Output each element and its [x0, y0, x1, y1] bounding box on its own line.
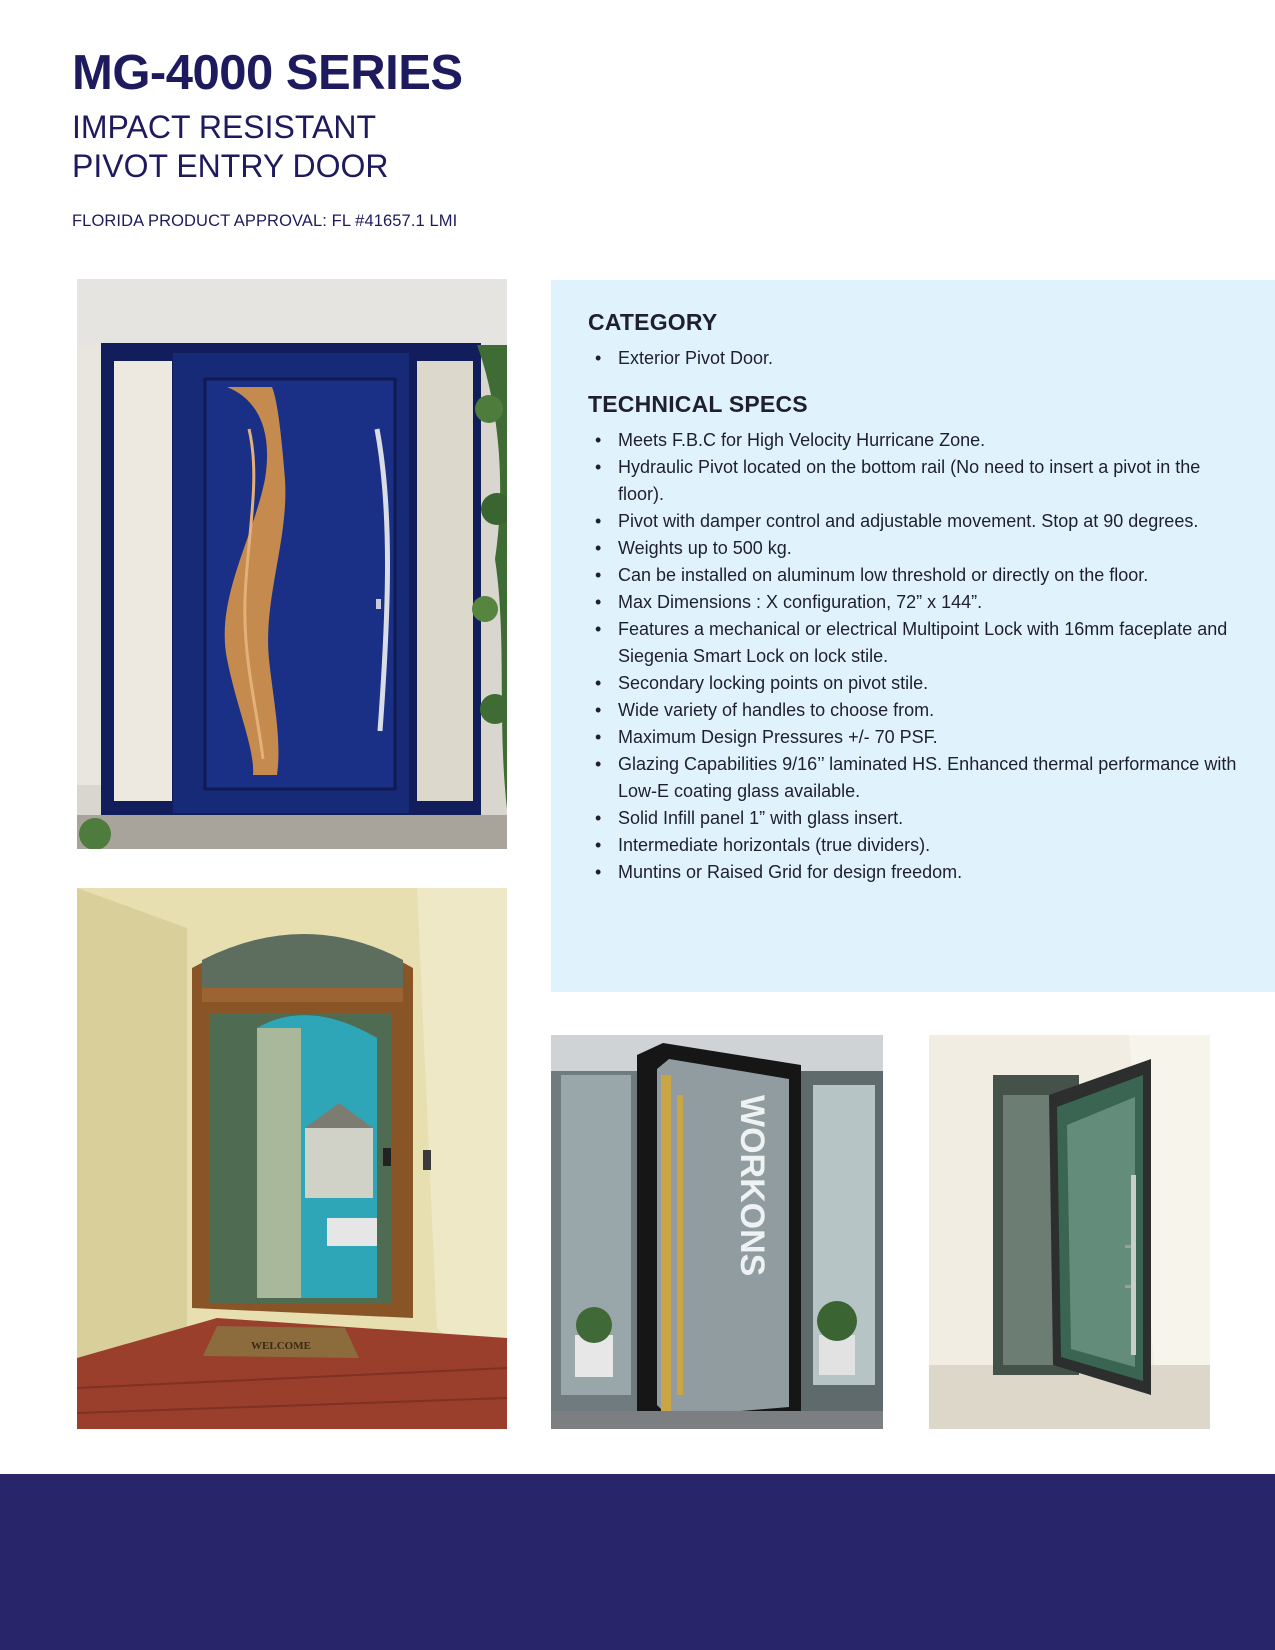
- photo-slim-frame-pivot-door: [929, 1035, 1210, 1429]
- list-item: • Hydraulic Pivot located on the bottom rail (No need to insert a pivot in the floor).: [588, 454, 1239, 508]
- list-item: • Secondary locking points on pivot stile.: [588, 670, 1239, 697]
- list-item: • Wide variety of handles to choose from.: [588, 697, 1239, 724]
- product-subtitle: [72, 108, 672, 186]
- category-list: [588, 345, 1239, 372]
- list-item: • Features a mechanical or electrical Multipoint Lock with 16mm faceplate and Siegenia Smart Lock on lock stile.: [588, 616, 1239, 670]
- photo-arched-wood-door: [77, 888, 507, 1429]
- photo-navy-pivot-door: [77, 279, 507, 849]
- document-header: [72, 44, 672, 231]
- list-item: • Pivot with damper control and adjustable movement. Stop at 90 degrees.: [588, 508, 1239, 535]
- doormat-text: WELCOME: [251, 1340, 311, 1352]
- arched-door-illustration: [77, 888, 507, 1429]
- glass-door-illustration: [551, 1035, 883, 1429]
- footer-band: [0, 1474, 1275, 1650]
- series-title: MG-4000 SERIES: [72, 46, 463, 100]
- list-item: • Solid Infill panel 1” with glass insert.: [588, 805, 1239, 832]
- category-heading: CATEGORY: [588, 309, 718, 335]
- subtitle-line-2: PIVOT ENTRY DOOR: [72, 148, 389, 184]
- photo-black-glass-pivot-door: [551, 1035, 883, 1429]
- list-item: • Exterior Pivot Door.: [588, 345, 1239, 372]
- spec-panel: [551, 280, 1275, 992]
- navy-door-illustration: [77, 279, 507, 849]
- slim-door-illustration: [929, 1035, 1210, 1429]
- list-item: • Meets F.B.C for High Velocity Hurricane Zone.: [588, 427, 1239, 454]
- list-item: • Glazing Capabilities 9/16’’ laminated HS. Enhanced thermal performance with Low-E coating glass available.: [588, 751, 1239, 805]
- subtitle-line-1: IMPACT RESISTANT: [72, 109, 377, 145]
- glass-lettering: WORKONS: [733, 1095, 771, 1277]
- list-item: • Can be installed on aluminum low threshold or directly on the floor.: [588, 562, 1239, 589]
- list-item: • Intermediate horizontals (true dividers).: [588, 832, 1239, 859]
- technical-specs-heading: TECHNICAL SPECS: [588, 391, 808, 417]
- list-item: • Muntins or Raised Grid for design freedom.: [588, 859, 1239, 886]
- list-item: • Weights up to 500 kg.: [588, 535, 1239, 562]
- list-item: • Maximum Design Pressures +/- 70 PSF.: [588, 724, 1239, 751]
- product-approval: FLORIDA PRODUCT APPROVAL: FL #41657.1 LMI: [72, 212, 458, 230]
- list-item: • Max Dimensions : X configuration, 72” x 144”.: [588, 589, 1239, 616]
- technical-specs-list: [588, 427, 1239, 886]
